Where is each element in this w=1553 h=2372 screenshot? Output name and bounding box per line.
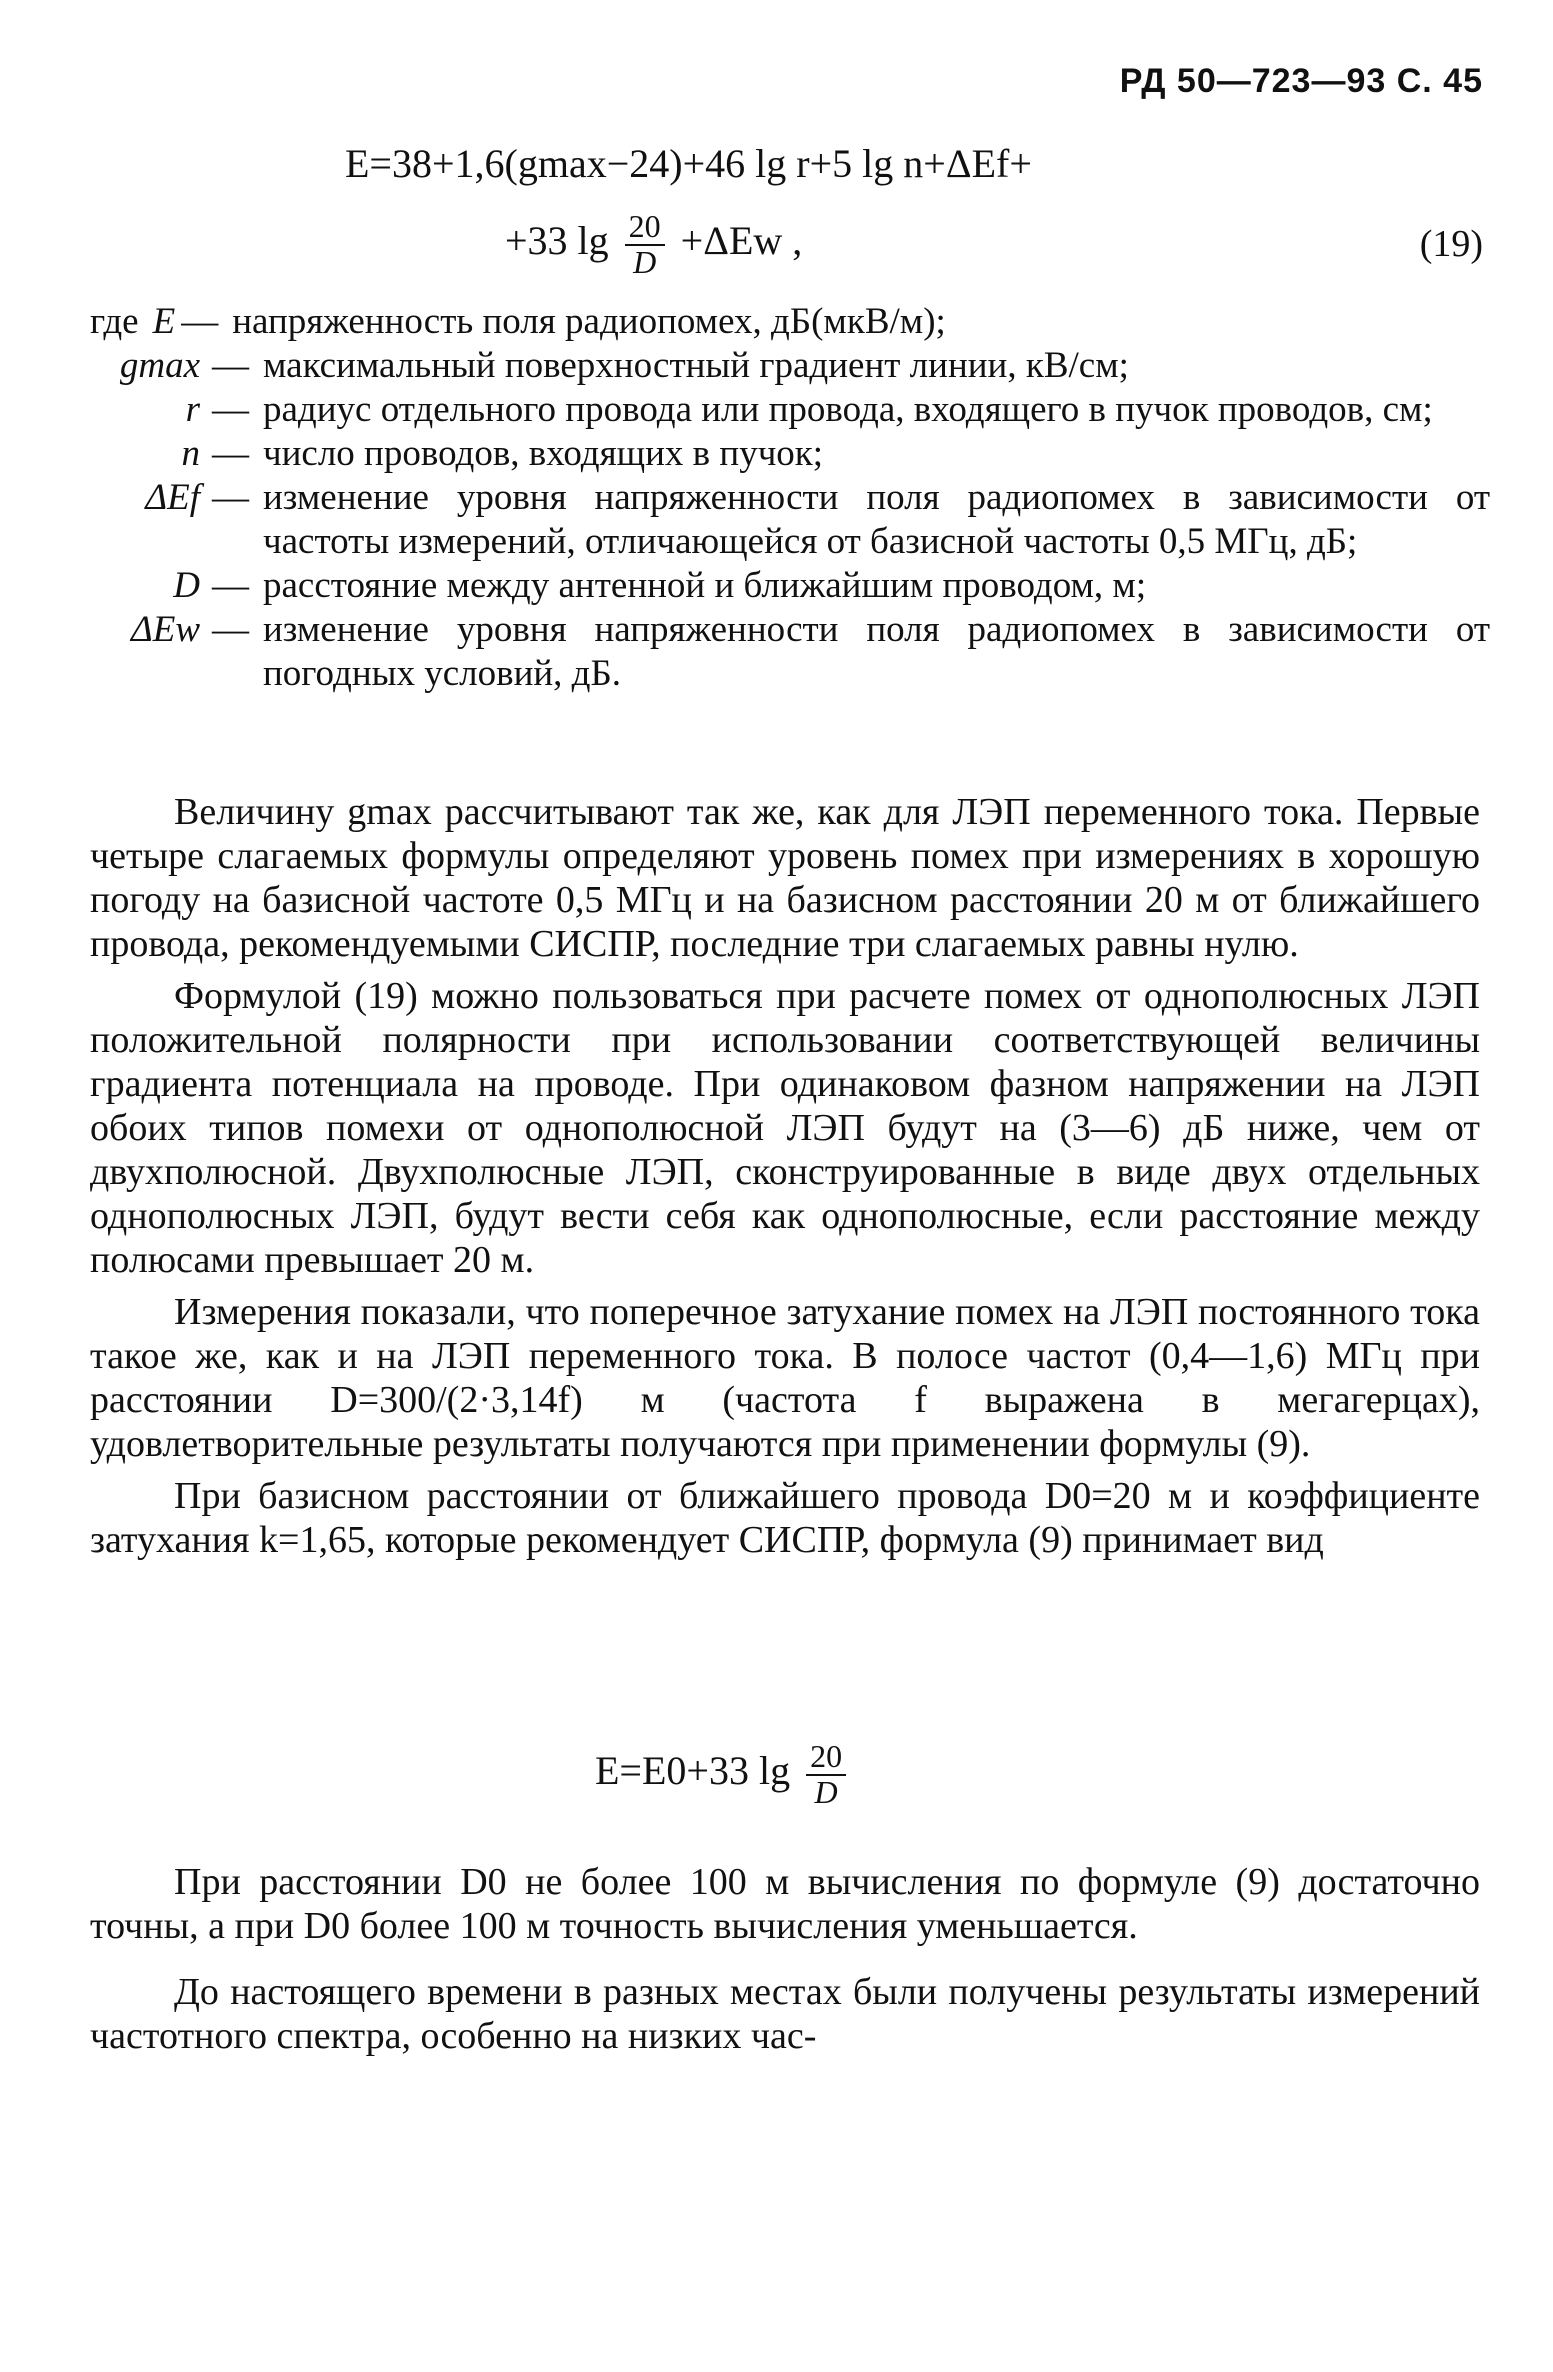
definition-text: изменение уровня напряженности поля радиопомех в зависимости от частоты измерений, отличающейся от базисной частоты 0,5 МГц, дБ; [263,477,1490,562]
formula-e-eq [595,1740,852,1809]
definition-symbol: ΔEw [131,609,200,650]
definition-symbol: E [152,301,176,342]
definition-row [90,388,1490,432]
formula-fraction [806,1740,846,1809]
body-text-section-a [90,790,1480,1562]
definition-dash: — [212,389,249,430]
definition-dash: — [181,301,219,342]
definition-dash: — [212,609,249,650]
definition-symbol: D [173,565,200,606]
definition-text: расстояние между антенной и ближайшим проводом, м; [263,565,1147,606]
definition-text: напряженность поля радиопомех, дБ(мкВ/м); [232,301,946,342]
formula-19-fraction [625,210,665,279]
definition-row [90,476,1490,564]
paragraph: До настоящего времени в разных местах были получены результаты измерений частотного спектра, особенно на низких час- [90,1971,1480,2057]
definition-symbol: n [181,433,200,474]
page-header: РД 50—723—93 С. 45 [1119,62,1483,100]
definition-text: число проводов, входящих в пучок; [263,433,824,474]
paragraph: Формулой (19) можно пользоваться при расчете помех от однополюсных ЛЭП положительной полярности при использовании соответствующей величины градиента потенциала на проводе. При одинаковом фазном напряжении на ЛЭП обоих типов помехи от однополюсной ЛЭП будут на (3—6) дБ ниже, чем от двухполюсной. Двухполюсные ЛЭП, сконструированные в виде двух отдельных однополюсных ЛЭП, будут вести себя как однополюсные, если расстояние между полюсами превышает 20 м. [90,975,1480,1281]
fraction-numerator: 20 [810,1738,843,1774]
definition-dash: — [212,433,249,474]
definition-symbol: ΔEf [145,477,200,518]
definition-row [90,432,1490,476]
definition-dash: — [212,477,249,518]
fraction-denominator: D [806,1774,846,1810]
fraction-numerator: 20 [628,208,661,244]
body-text-section-b [90,1860,1480,2058]
definition-row [90,608,1490,696]
definition-symbol: gmax [119,345,200,386]
paragraph: При базисном расстоянии от ближайшего провода D0=20 м и коэффициенте затухания k=1,65, которые рекомендует СИСПР, формула (9) принимает вид [90,1475,1480,1561]
formula-19-term: +ΔEw , [680,217,803,263]
definition-text: максимальный поверхностный градиент линии, кВ/см; [263,345,1129,386]
definition-dash: — [212,565,249,606]
definition-row [90,344,1490,388]
definition-symbol: r [185,389,200,430]
definitions-list [90,300,1490,696]
paragraph: Измерения показали, что поперечное затухание помех на ЛЭП постоянного тока такое же, как и на ЛЭП переменного тока. В полосе частот (0,4—1,6) МГц при расстоянии D=300/(2·3,14f) м (частота f выражена в мегагерцах), удовлетворительные результаты получаются при применении формулы (9). [90,1291,1480,1465]
definition-text: радиус отдельного провода или провода, входящего в пучок проводов, см; [263,389,1433,430]
equation-number: (19) [1419,223,1483,265]
definition-row [90,564,1490,608]
formula-term: E=E0+33 lg [595,1747,791,1793]
paragraph: Величину gmax рассчитывают так же, как для ЛЭП переменного тока. Первые четыре слагаемых формулы определяют уровень помех при измерениях в хорошую погоду на базисной частоте 0,5 МГц и на базисном расстоянии 20 м от ближайшего провода, рекомендуемыми СИСПР, последние три слагаемых равны нулю. [90,791,1480,965]
fraction-denominator: D [625,244,665,280]
formula-19-line-1: E=38+1,6(gmax−24)+46 lg r+5 lg n+ΔEf+ [345,141,1032,186]
definition-lead: где [90,301,139,342]
formula-19-term: +33 lg [505,217,609,263]
formula-19-line-2 [505,210,802,279]
definition-text: изменение уровня напряженности поля радиопомех в зависимости от погодных условий, дБ. [263,609,1490,694]
definition-row [90,300,1490,344]
definition-dash: — [212,345,249,386]
paragraph: При расстоянии D0 не более 100 м вычисления по формуле (9) достаточно точны, а при D0 более 100 м точность вычисления уменьшается. [90,1861,1480,1947]
